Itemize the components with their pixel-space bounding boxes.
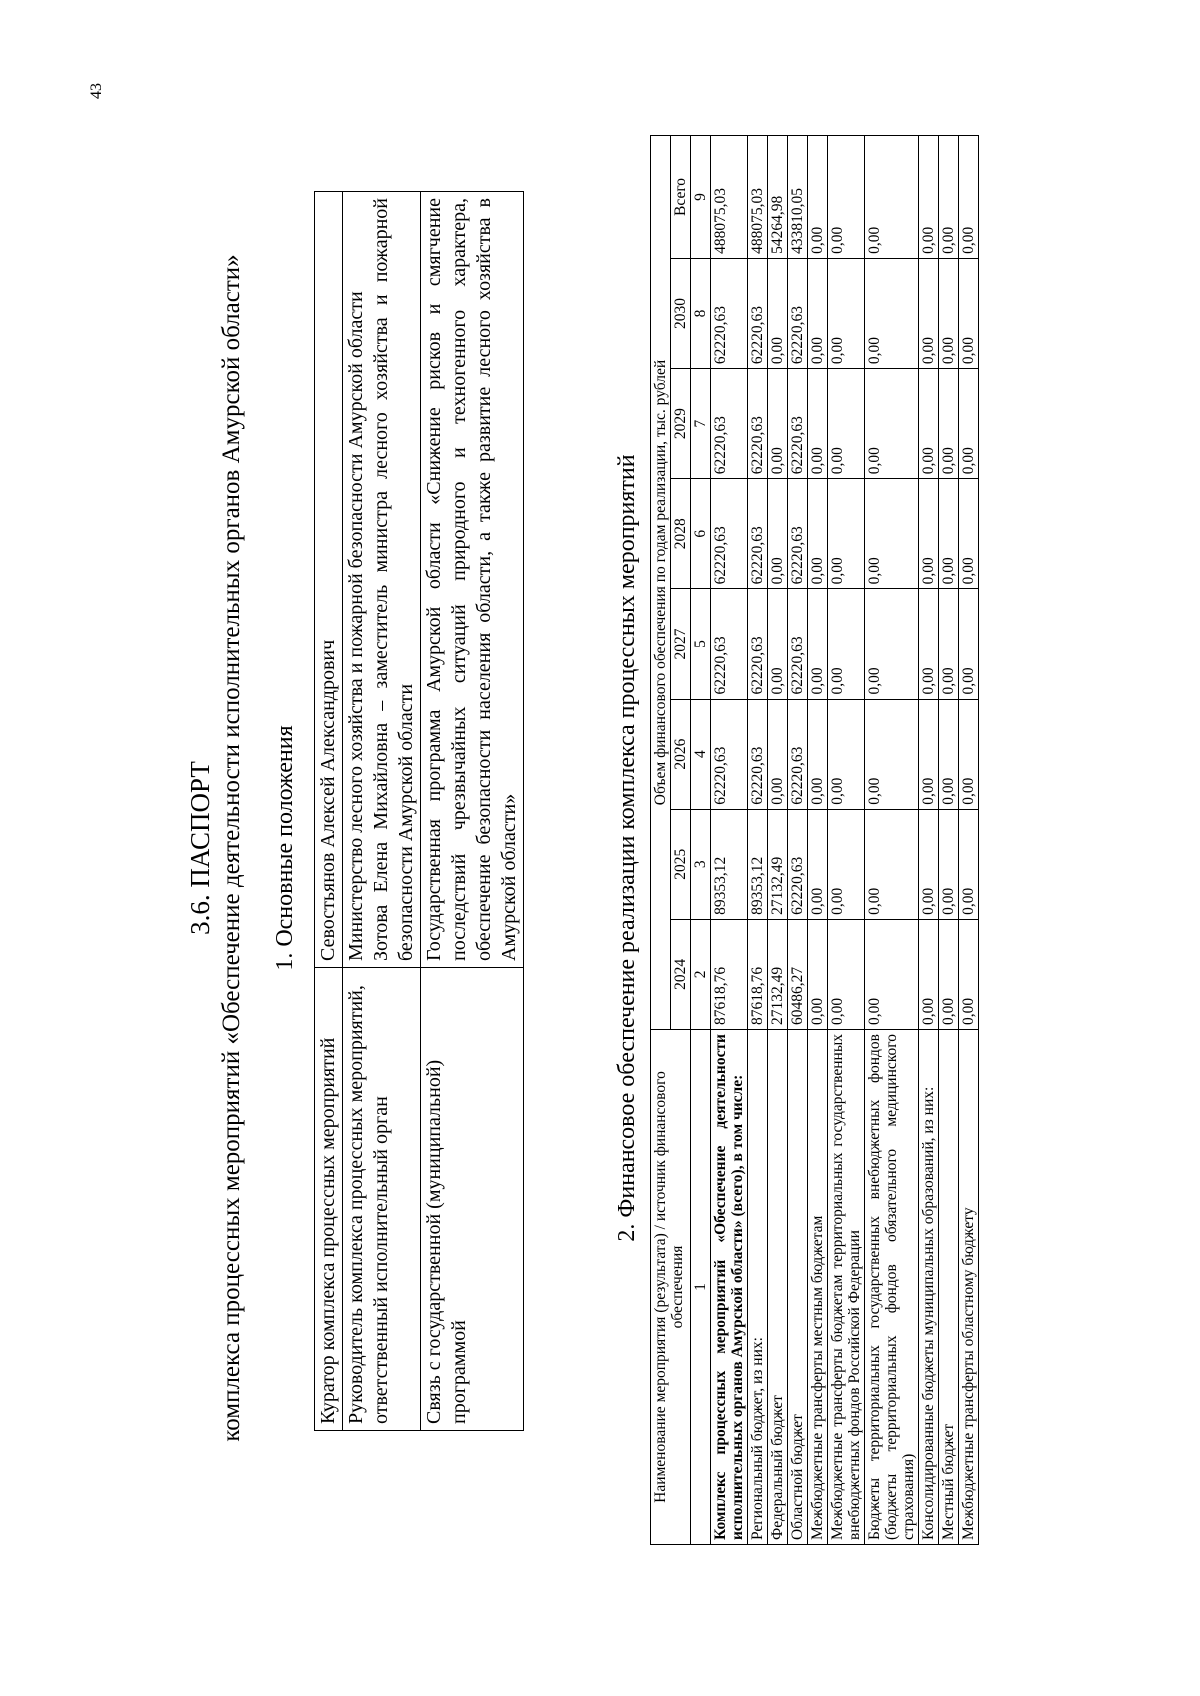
year-header: 2025: [671, 809, 691, 919]
value-cell: 433810,05: [788, 136, 808, 259]
table-row: [939, 136, 959, 1545]
column-number: 1: [691, 1030, 711, 1545]
table-row: [919, 136, 939, 1545]
value-cell: 87618,76: [711, 919, 748, 1029]
value-cell: 0,00: [808, 699, 828, 809]
value-cell: 0,00: [959, 369, 979, 479]
row-name: Областной бюджет: [788, 1030, 808, 1545]
value-cell: 89353,12: [748, 809, 768, 919]
row-value-line: Министерство лесного хозяйства и пожарной безопасности Амурской области: [345, 291, 367, 961]
column-number: 9: [691, 136, 711, 259]
value-cell: 54264,98: [768, 136, 788, 259]
table-row: [748, 136, 768, 1545]
row-name: Межбюджетные трансферты бюджетам территориальных государственных внебюджетных фондов Российской Федерации: [828, 1030, 865, 1545]
header-group-cell: Объем финансового обеспечения по годам реализации, тыс. рублей: [651, 136, 671, 1030]
financing-table: [650, 135, 979, 1545]
value-cell: 0,00: [808, 258, 828, 368]
value-cell: 0,00: [865, 136, 919, 259]
value-cell: 87618,76: [748, 919, 768, 1029]
value-cell: 0,00: [808, 919, 828, 1029]
value-cell: 0,00: [828, 258, 865, 368]
value-cell: 62220,63: [788, 809, 808, 919]
column-number: 4: [691, 699, 711, 809]
value-cell: 62220,63: [748, 699, 768, 809]
value-cell: 0,00: [939, 369, 959, 479]
value-cell: 60486,27: [788, 919, 808, 1029]
value-cell: 0,00: [865, 699, 919, 809]
value-cell: 0,00: [939, 258, 959, 368]
value-cell: 0,00: [939, 136, 959, 259]
value-cell: 0,00: [768, 258, 788, 368]
value-cell: 0,00: [959, 919, 979, 1029]
value-cell: 0,00: [828, 589, 865, 699]
document-title: 3.6. ПАСПОРТ: [185, 761, 215, 935]
year-header: 2029: [671, 369, 691, 479]
value-cell: 62220,63: [748, 369, 768, 479]
value-cell: 0,00: [919, 479, 939, 589]
value-cell: 62220,63: [788, 699, 808, 809]
row-name: Федеральный бюджет: [768, 1030, 788, 1545]
row-name: Межбюджетные трансферты местным бюджетам: [808, 1030, 828, 1545]
value-cell: 0,00: [939, 589, 959, 699]
value-cell: 0,00: [919, 258, 939, 368]
value-cell: 0,00: [939, 919, 959, 1029]
value-cell: 0,00: [768, 589, 788, 699]
value-cell: 0,00: [828, 809, 865, 919]
value-cell: 0,00: [919, 369, 939, 479]
row-key: Куратор комплекса процессных мероприятий: [315, 968, 343, 1431]
year-header: 2026: [671, 699, 691, 809]
value-cell: 0,00: [865, 589, 919, 699]
value-cell: 0,00: [828, 479, 865, 589]
year-header: 2030: [671, 258, 691, 368]
value-cell: 0,00: [828, 699, 865, 809]
row-value-line: Зотова Елена Михайловна – заместитель министра лесного хозяйства и пожарной безопасности Амурской области: [370, 198, 417, 961]
table-row: [788, 136, 808, 1545]
table-row: [343, 192, 421, 1431]
value-cell: 0,00: [865, 258, 919, 368]
table-row: [315, 192, 343, 1431]
value-cell: 488075,03: [748, 136, 768, 259]
page-number: 43: [88, 83, 105, 99]
value-cell: 62220,63: [748, 479, 768, 589]
value-cell: 62220,63: [788, 258, 808, 368]
row-key: Руководитель комплекса процессных мероприятий, ответственный исполнительный орган: [343, 968, 421, 1431]
value-cell: 0,00: [959, 479, 979, 589]
value-cell: 0,00: [865, 369, 919, 479]
value-cell: 0,00: [808, 479, 828, 589]
table-row: [808, 136, 828, 1545]
column-numbers-row: [691, 136, 711, 1545]
value-cell: 89353,12: [711, 809, 748, 919]
value-cell: 62220,63: [711, 369, 748, 479]
value-cell: 0,00: [865, 809, 919, 919]
year-header: 2024: [671, 919, 691, 1029]
document-subtitle: комплекса процессных мероприятий «Обеспечение деятельности исполнительных органов Амурской области»: [218, 254, 245, 1442]
value-cell: 62220,63: [748, 589, 768, 699]
value-cell: 27132,49: [768, 919, 788, 1029]
table-row: [711, 136, 748, 1545]
value-cell: 0,00: [959, 589, 979, 699]
value-cell: 0,00: [919, 699, 939, 809]
header-row: [651, 136, 671, 1545]
value-cell: 0,00: [768, 479, 788, 589]
value-cell: 0,00: [768, 699, 788, 809]
table-row: [421, 192, 524, 1431]
column-number: 5: [691, 589, 711, 699]
value-cell: 488075,03: [711, 136, 748, 259]
year-header: 2027: [671, 589, 691, 699]
value-cell: 0,00: [865, 919, 919, 1029]
value-cell: 0,00: [959, 136, 979, 259]
table-row: [959, 136, 979, 1545]
value-cell: 62220,63: [711, 479, 748, 589]
value-cell: 62220,63: [788, 369, 808, 479]
column-number: 2: [691, 919, 711, 1029]
value-cell: 62220,63: [788, 589, 808, 699]
row-value: [343, 192, 421, 968]
value-cell: 0,00: [808, 589, 828, 699]
row-name: Межбюджетные трансферты областному бюджету: [959, 1030, 979, 1545]
value-cell: 0,00: [939, 699, 959, 809]
value-cell: 0,00: [828, 369, 865, 479]
value-cell: 0,00: [865, 479, 919, 589]
row-name: Комплекс процессных мероприятий «Обеспечение деятельности исполнительных органов Амурской области» (всего), в том числе:: [711, 1030, 748, 1545]
row-key: Связь с государственной (муниципальной) программой: [421, 968, 524, 1431]
column-number: 6: [691, 479, 711, 589]
value-cell: 0,00: [808, 369, 828, 479]
value-cell: 0,00: [919, 809, 939, 919]
value-cell: 0,00: [919, 136, 939, 259]
table-row: [865, 136, 919, 1545]
table-row: [828, 136, 865, 1545]
value-cell: 62220,63: [788, 479, 808, 589]
main-provisions-table: [314, 191, 524, 1431]
row-name: Консолидированные бюджеты муниципальных образований, из них:: [919, 1030, 939, 1545]
row-name: Местный бюджет: [939, 1030, 959, 1545]
column-number: 3: [691, 809, 711, 919]
row-value: Севостьянов Алексей Александрович: [315, 192, 343, 968]
section-2-heading: 2. Финансовое обеспечение реализации комплекса процессных мероприятий: [614, 454, 640, 1242]
value-cell: 0,00: [768, 369, 788, 479]
value-cell: 62220,63: [711, 589, 748, 699]
value-cell: 0,00: [959, 258, 979, 368]
value-cell: 0,00: [828, 919, 865, 1029]
value-cell: 62220,63: [748, 258, 768, 368]
column-number: 7: [691, 369, 711, 479]
value-cell: 62220,63: [711, 258, 748, 368]
year-header: 2028: [671, 479, 691, 589]
row-value: Государственная программа Амурской области «Снижение рисков и смягчение последствий чрезвычайных ситуаций природного и техногенного характера, обеспечение безопасности населения области, а также развитие лесного хозяйства в Амурской области»: [421, 192, 524, 968]
value-cell: 0,00: [808, 809, 828, 919]
value-cell: 0,00: [808, 136, 828, 259]
value-cell: 27132,49: [768, 809, 788, 919]
value-cell: 0,00: [828, 136, 865, 259]
header-name-cell: Наименование мероприятия (результата) / источник финансового обеспечения: [651, 1030, 691, 1545]
value-cell: 0,00: [959, 699, 979, 809]
value-cell: 0,00: [919, 919, 939, 1029]
value-cell: 0,00: [939, 479, 959, 589]
year-header: Всего: [671, 136, 691, 259]
section-1-heading: 1. Основные положения: [272, 725, 298, 971]
value-cell: 0,00: [939, 809, 959, 919]
value-cell: 62220,63: [711, 699, 748, 809]
value-cell: 0,00: [919, 589, 939, 699]
value-cell: 0,00: [959, 809, 979, 919]
row-name: Региональный бюджет, из них:: [748, 1030, 768, 1545]
column-number: 8: [691, 258, 711, 368]
table-row: [768, 136, 788, 1545]
row-name: Бюджеты территориальных государственных внебюджетных фондов (бюджеты территориальных фондов обязательного медицинского страхования): [865, 1030, 919, 1545]
